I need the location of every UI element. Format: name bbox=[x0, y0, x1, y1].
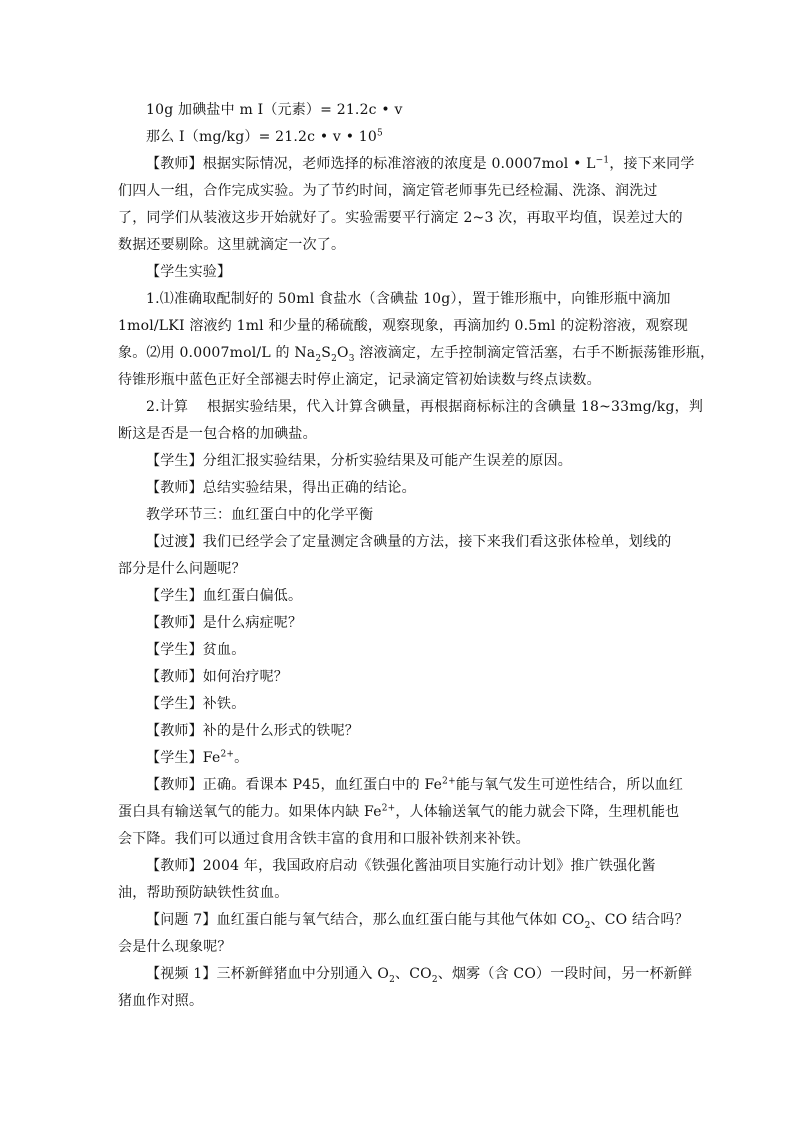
dialogue-line: 【学生】分组汇报实验结果，分析实验结果及可能产生误差的原因。 bbox=[146, 453, 572, 469]
dialogue-line: 【学生】血红蛋白偏低。 bbox=[146, 588, 303, 604]
paragraph-line: 会是什么现象呢？ bbox=[118, 939, 232, 955]
formula-line-concentration: 那么 I（mg/kg）= 21.2c • v • $10^5$ bbox=[146, 128, 383, 145]
dialogue-line: 【教师】总结实验结果，得出正确的结论。 bbox=[146, 480, 416, 496]
section-heading-teaching-step-three: 教学环节三：血红蛋白中的化学平衡 bbox=[146, 507, 374, 523]
paragraph-line: 1mol/LKI 溶液约 1ml 和少量的稀硫酸，观察现象，再滴加约 0.5ml 的淀粉溶液，观察现 bbox=[118, 318, 689, 334]
dialogue-line: 【教师】补的是什么形式的铁呢？ bbox=[146, 723, 359, 739]
formula-line-mass: 10g 加碘盐中 m I（元素）= 21.2c • v bbox=[146, 102, 403, 118]
paragraph-line: 部分是什么问题呢？ bbox=[118, 561, 246, 577]
paragraph-line: 1.⑴准确取配制好的 50ml 食盐水（含碘盐 10g），置于锥形瓶中，向锥形瓶中滴加 bbox=[146, 291, 671, 307]
dialogue-line: 【教师】是什么病症呢？ bbox=[146, 615, 303, 631]
dialogue-line: 【教师】如何治疗呢？ bbox=[146, 669, 288, 685]
dialogue-line: 【教师】正确。看课本 P45，血红蛋白中的 $Fe^{2+}$能与氧气发生可逆性结合，所以血红 bbox=[146, 776, 684, 793]
paragraph-line: 断这是否是一包合格的加碘盐。 bbox=[118, 426, 317, 442]
video-line: 【视频 1】三杯新鲜猪血中分别通入 $O_2$、$CO_2$、烟雾（含 CO）一段时间，另一杯新鲜 bbox=[146, 966, 693, 985]
paragraph-line: 油，帮助预防缺铁性贫血。 bbox=[118, 885, 289, 901]
paragraph-line: 蛋白具有输送氧气的能力。如果体内缺 $Fe^{2+}$，人体输送氧气的能力就会下降，生理机能也 bbox=[118, 803, 680, 820]
section-heading-student-experiment: 【学生实验】 bbox=[146, 264, 232, 280]
paragraph-line: 2.计算 根据实验结果，代入计算含碘量，再根据商标标注的含碘量 18~33mg/kg，判 bbox=[146, 399, 704, 415]
paragraph-line: 会下降。我们可以通过食用含铁丰富的食用和口服补铁剂来补铁。 bbox=[118, 831, 530, 847]
dialogue-line: 【教师】2004 年，我国政府启动《铁强化酱油项目实施行动计划》推广铁强化酱 bbox=[146, 858, 656, 874]
question-line: 【问题 7】血红蛋白能与氧气结合，那么血红蛋白能与其他气体如 $CO_2$、CO 结合吗？ bbox=[146, 912, 689, 931]
paragraph-line: 数据还要剔除。这里就滴定一次了。 bbox=[118, 237, 346, 253]
paragraph-line: 了，同学们从装液这步开始就好了。实验需要平行滴定 2~3 次，再取平均值，误差过大的 bbox=[118, 210, 683, 226]
dialogue-line: 【学生】贫血。 bbox=[146, 642, 246, 658]
paragraph-line: 象。⑵用 0.0007mol/L 的 $Na_2S_2O_3$ 溶液滴定，左手控制滴定管活塞，右手不断振荡锥形瓶， bbox=[118, 345, 715, 364]
paragraph-line: 猪血作对照。 bbox=[118, 993, 204, 1009]
dialogue-line: 【学生】$Fe^{2+}$。 bbox=[146, 749, 249, 766]
dialogue-line: 【学生】补铁。 bbox=[146, 696, 246, 712]
paragraph-teacher-line: 【教师】根据实际情况，老师选择的标准溶液的浓度是 0.0007mol • $L^{-1}$，接下来同学 bbox=[146, 155, 695, 172]
paragraph-line: 待锥形瓶中蓝色正好全部褪去时停止滴定，记录滴定管初始读数与终点读数。 bbox=[118, 372, 601, 388]
paragraph-line: 们四人一组，合作完成实验。为了节约时间，滴定管老师事先已经检漏、洗涤、润洗过 bbox=[118, 183, 658, 199]
dialogue-line: 【过渡】我们已经学会了定量测定含碘量的方法，接下来我们看这张体检单，划线的 bbox=[146, 534, 672, 550]
